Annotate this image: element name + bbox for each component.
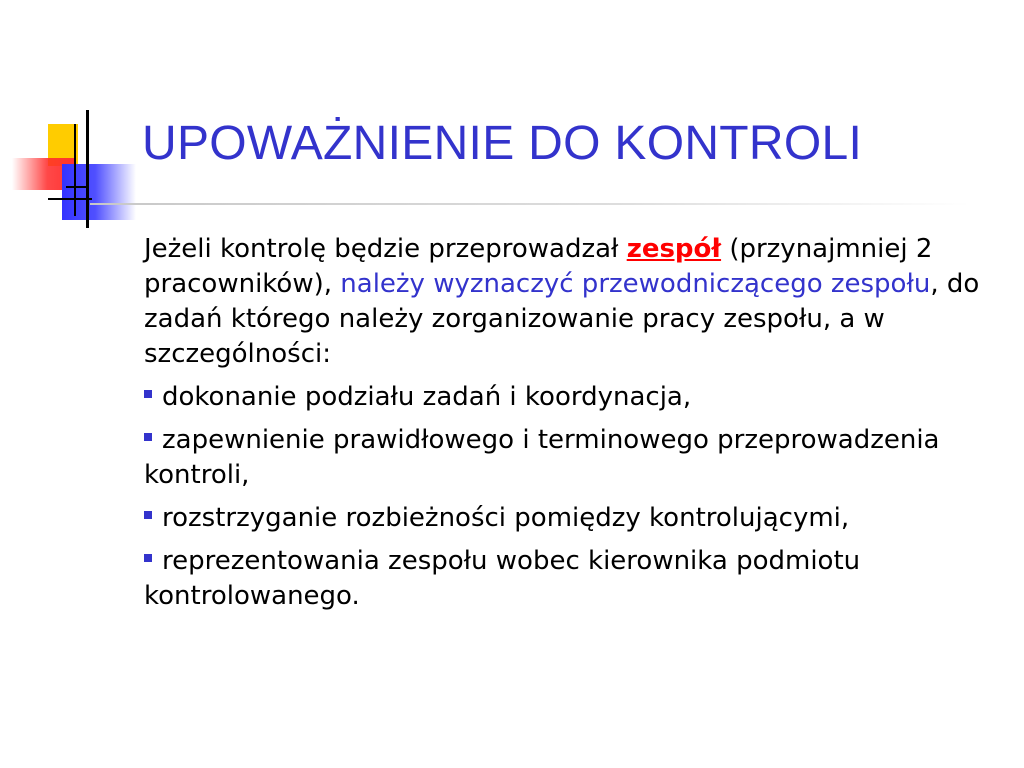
intro-text-1: Jeżeli kontrolę będzie przeprowadzał [144,234,627,264]
slide-body [144,232,994,614]
logo-horizontal-line [48,198,92,200]
highlight-zespol: zespół [626,234,722,264]
logo-vertical-line [86,110,89,228]
intro-paragraph [144,232,994,372]
bullet-text: dokonanie podziału zadań i koordynacja, [162,382,692,412]
bullet-item [144,423,994,493]
bullet-item [144,544,994,614]
square-bullet-icon [144,511,152,519]
bullet-text: zapewnienie prawidłowego i terminowego przeprowadzenia kontroli, [144,425,940,490]
title-divider [90,203,970,205]
square-bullet-icon [144,554,152,562]
logo-vertical-line-2 [74,124,76,216]
slide-title: UPOWAŻNIENIE DO KONTROLI [142,117,863,170]
bullet-item [144,380,994,415]
bullet-text: rozstrzyganie rozbieżności pomiędzy kontrolującymi, [162,503,850,533]
square-bullet-icon [144,390,152,398]
square-bullet-icon [144,433,152,441]
logo-horizontal-line-2 [66,186,88,188]
highlight-przewodniczacy: należy wyznaczyć przewodniczącego zespołu [340,269,931,299]
bullet-text: reprezentowania zespołu wobec kierownika podmiotu kontrolowanego. [144,546,861,611]
intro-text-2: (przynajmniej 2 pracowników), [144,234,933,299]
intro-text-3: , do zadań którego należy zorganizowanie pracy zespołu, a w szczególności: [144,269,980,369]
bullet-item [144,501,994,536]
